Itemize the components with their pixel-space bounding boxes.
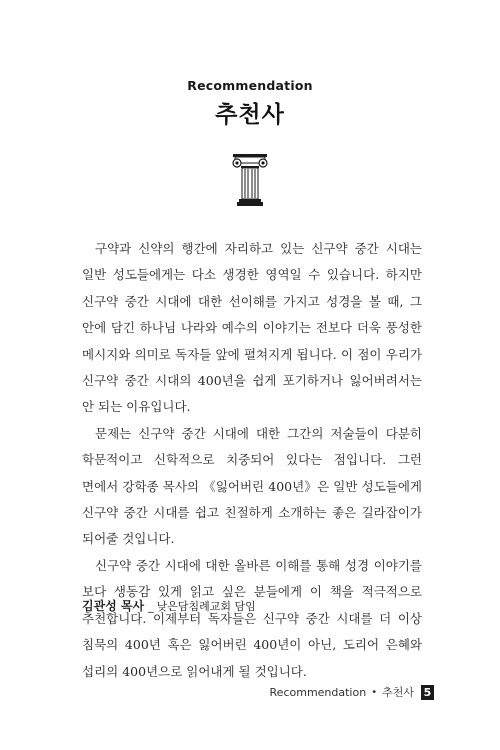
footer-section-ko: 추천사 [382, 686, 414, 699]
page-footer [270, 684, 434, 700]
footer-dot: • [371, 686, 378, 698]
recommendation-body [82, 236, 422, 685]
footer-section: Recommendation [269, 685, 367, 699]
eyebrow-label: Recommendation [187, 78, 313, 93]
paragraph: 문제는 신구약 중간 시대에 대한 그간의 저술들이 다분히 학문적이고 신학적으로 치중되어 있다는 점입니다. 그런 면에서 강학종 목사의 《잃어버린 400년》은 일반 성도들에게 신구약 중간 시대를 쉽고 친절하게 소개하는 좋은 길라잡이가 되어줄 것입니다. [82, 425, 422, 547]
ionic-column-icon [232, 153, 268, 207]
signature-affiliation: 낮은담침례교회 담임 [156, 600, 256, 613]
signature [82, 597, 422, 614]
paragraph: 구약과 신약의 행간에 자리하고 있는 신구약 중간 시대는 일반 성도들에게는 다소 생경한 영역일 수 있습니다. 하지만 신구약 중간 시대에 대한 선이해를 가지고 성경을 볼 때, 그 안에 담긴 하나님 나라와 예수의 이야기는 전보다 더욱 풍성한 메시지와 의미로 독자들 앞에 펼쳐지게 됩니다. 이 점이 우리가 신구약 중간 시대의 400년을 쉽게 포기하거나 잃어버려서는 안 되는 이유입니다. [82, 241, 422, 415]
signature-name: 김관성 목사 [82, 599, 145, 613]
page-title: 추천사 [215, 102, 285, 128]
paragraph: 신구약 중간 시대에 대한 올바른 이해를 통해 성경 이야기를 보다 생동감 있게 읽고 싶은 분들에게 이 책을 적극적으로 추천합니다. 이제부터 독자들은 신구약 중간 시대를 더 이상 침묵의 400년 혹은 잃어버린 400년이 아닌, 도리어 은혜와 섭리의 400년으로 읽어내게 될 것입니다. [82, 557, 422, 679]
signature-separator: _ [148, 600, 154, 613]
page-number: 5 [421, 685, 434, 700]
